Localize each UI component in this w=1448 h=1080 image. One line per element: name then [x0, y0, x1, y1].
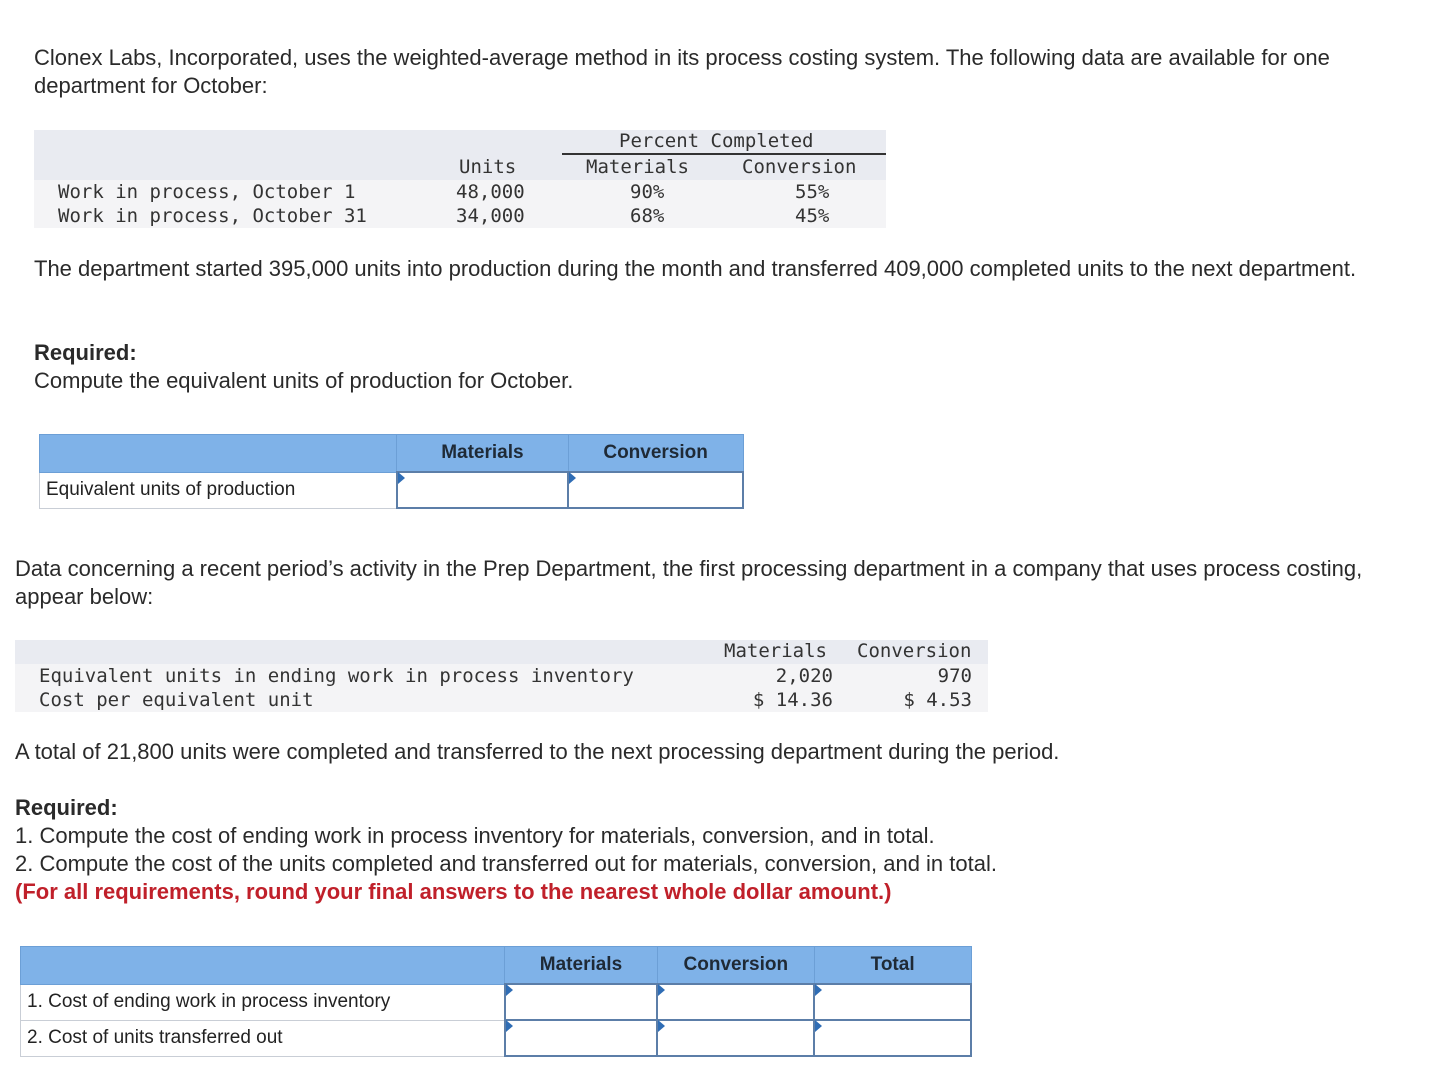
materials-header: Materials — [724, 640, 827, 662]
problem1-required-text: Compute the equivalent units of production for October. — [34, 368, 574, 393]
problem1-intro: Clonex Labs, Incorporated, uses the weighted-average method in its process costing system. The following data are available for one department for October: — [34, 45, 1330, 98]
problem2-requirement-2: 2. Compute the cost of the units completed and transferred out for materials, conversion, and in total. — [15, 851, 997, 876]
rounding-note: (For all requirements, round your final answers to the nearest whole dollar amount.) — [15, 879, 892, 904]
ending-wip-total-input[interactable] — [815, 985, 970, 1019]
ending-wip-conversion-cell[interactable] — [657, 984, 814, 1020]
row-conversion: 970 — [937, 665, 972, 687]
equivalent-units-conversion-cell[interactable] — [568, 472, 743, 508]
ending-wip-total-cell[interactable] — [814, 984, 971, 1020]
row-units: 48,000 — [456, 181, 525, 203]
equivalent-units-label: Equivalent units of production — [40, 472, 397, 508]
row-units: 34,000 — [456, 205, 525, 227]
row-label: Equivalent units in ending work in process inventory — [39, 665, 634, 687]
problem2-intro: Data concerning a recent period’s activity in the Prep Department, the first processing department in a company that uses process costing, appear below: — [15, 556, 1363, 609]
row-materials: 68% — [630, 205, 665, 227]
transferred-out-total-input[interactable] — [815, 1021, 970, 1055]
transferred-out-conversion-cell[interactable] — [657, 1020, 814, 1056]
conversion-header: Conversion — [857, 640, 972, 662]
answer-materials-header: Materials — [505, 947, 658, 985]
percent-completed-header: Percent Completed — [619, 130, 814, 152]
problem2-required-heading: Required: — [15, 795, 118, 820]
ending-wip-cost-label: 1. Cost of ending work in process inventory — [21, 984, 505, 1020]
transferred-out-materials-input[interactable] — [506, 1021, 657, 1055]
conversion-header: Conversion — [742, 156, 857, 178]
problem2-requirement-1: 1. Compute the cost of ending work in process inventory for materials, conversion, and in total. — [15, 823, 935, 848]
transferred-out-materials-cell[interactable] — [505, 1020, 658, 1056]
row-conversion: 45% — [795, 205, 830, 227]
row-label: Cost per equivalent unit — [39, 689, 314, 711]
row-materials: $ 14.36 — [752, 689, 833, 711]
row-materials: 2,020 — [775, 665, 833, 687]
answer-conversion-header: Conversion — [657, 947, 814, 985]
transferred-out-total-cell[interactable] — [814, 1020, 971, 1056]
answer-conversion-header: Conversion — [568, 435, 743, 473]
equivalent-units-materials-input[interactable] — [398, 473, 568, 507]
answer-materials-header: Materials — [397, 435, 569, 473]
row-label: Work in process, October 1 — [58, 181, 356, 203]
problem1-answer-table — [39, 434, 744, 509]
answer-total-header: Total — [814, 947, 971, 985]
ending-wip-materials-cell[interactable] — [505, 984, 658, 1020]
row-label: Work in process, October 31 — [58, 205, 367, 227]
problem2-answer-table — [20, 946, 972, 1057]
problem2-narrative: A total of 21,800 units were completed and transferred to the next processing department during the period. — [15, 739, 1060, 764]
problem1-required-heading: Required: — [34, 340, 137, 365]
equivalent-units-conversion-input[interactable] — [569, 473, 742, 507]
ending-wip-conversion-input[interactable] — [658, 985, 813, 1019]
equivalent-units-materials-cell[interactable] — [397, 472, 569, 508]
row-conversion: $ 4.53 — [903, 689, 972, 711]
ending-wip-materials-input[interactable] — [506, 985, 657, 1019]
units-header: Units — [459, 156, 517, 178]
problem1-narrative: The department started 395,000 units into production during the month and transferred 409,000 completed units to the next department. — [34, 256, 1357, 281]
row-conversion: 55% — [795, 181, 830, 203]
transferred-out-conversion-input[interactable] — [658, 1021, 813, 1055]
materials-header: Materials — [586, 156, 689, 178]
transferred-out-cost-label: 2. Cost of units transferred out — [21, 1020, 505, 1056]
row-materials: 90% — [630, 181, 665, 203]
